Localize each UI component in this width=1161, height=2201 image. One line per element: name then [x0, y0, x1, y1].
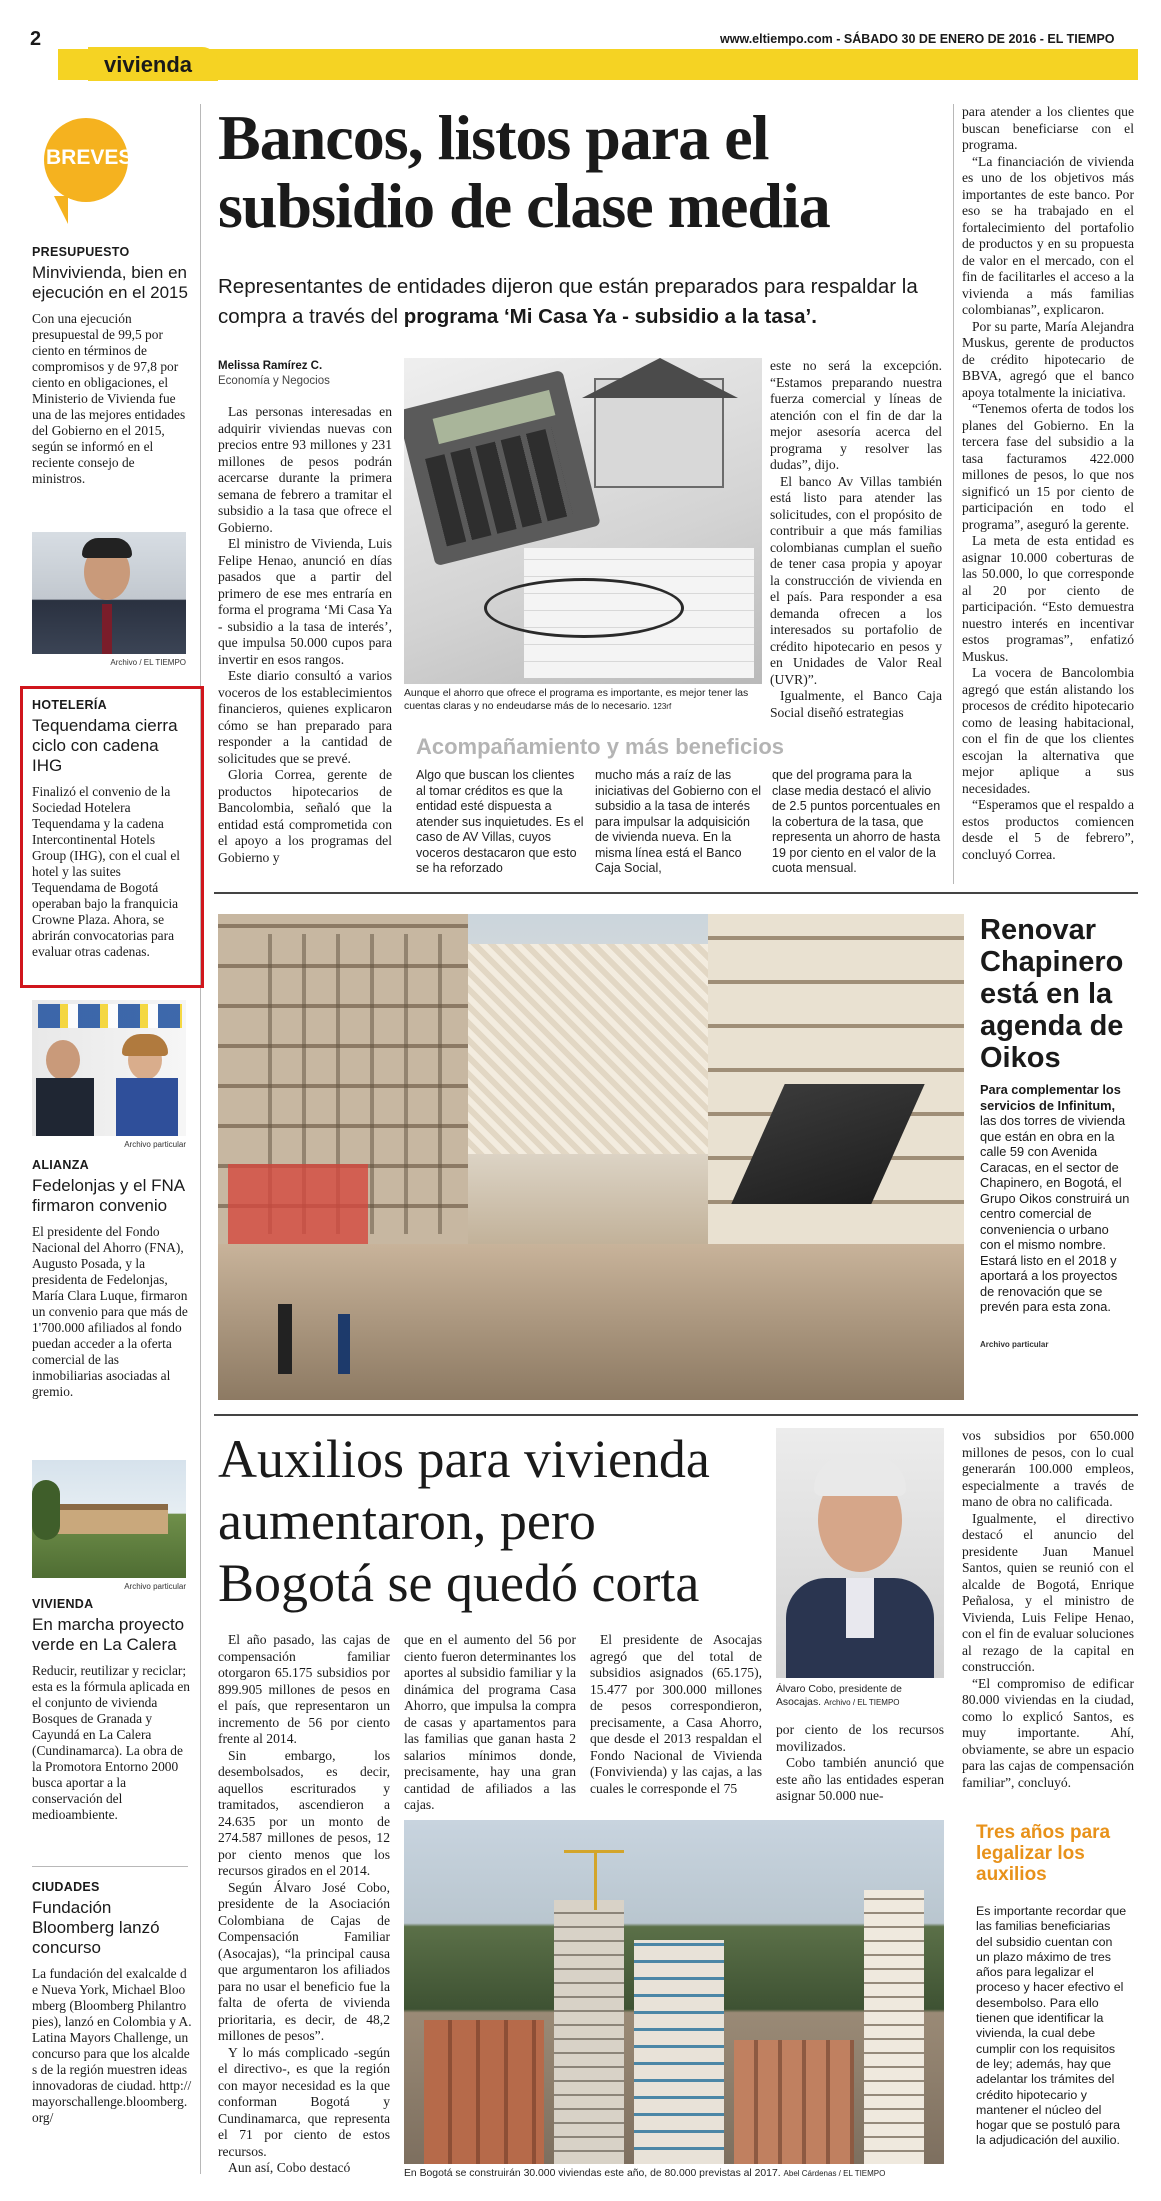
portrait-caption: Álvaro Cobo, presidente de Asocajas. Archivo / EL TIEMPO [776, 1684, 902, 1708]
brief-kicker: ALIANZA [32, 1158, 89, 1172]
brief-vivienda [32, 1597, 192, 1823]
photo-caption: Aunque el ahorro que ofrece el programa es importante, es mejor tener las cuentas claras y no endeudarse más de lo necesario. 123rf [404, 688, 749, 712]
brief-kicker: CIUDADES [32, 1880, 100, 1894]
fna-photo-credit: Archivo particular [124, 1140, 186, 1149]
calera-photo-credit: Archivo particular [124, 1582, 186, 1591]
brief-ciudades [32, 1880, 192, 2126]
brief-title: Minvivienda, bien en ejecución en el 2015 [32, 263, 188, 302]
skyline-credit: Abel Cárdenas / EL TIEMPO [783, 2169, 886, 2178]
auxilios-col-3: El presidente de Asocajas agregó que del total de subsidios asignados (65.175), 15.477 por 300.000 millones de pesos correspondieron, precisamente, a Casa Ahorro, que desde el 2013 respaldan el Fondo Nacional de Vivienda (Fonvivienda) y las cajas, a las cuales le corresponde el 75 [590, 1632, 762, 1796]
chapinero-body: las dos torres de vivienda que están en obra en la calle 59 con Avenida Caracas, en el sector de Chapinero, en Bogotá, el Grupo Oikos construirá un centro comercial de conveniencia o urbano con el mismo nombre. Estará listo en el 2018 y aportará a los proyectos de renovación que se prevén para esta zona. [980, 1113, 1130, 1314]
deck-bold: programa ‘Mi Casa Ya - subsidio a la tasa’. [403, 305, 817, 328]
brief-divider [32, 1866, 188, 1867]
brief-text: Con una ejecución presupuestal de 99,5 por ciento en términos de compromisos y de 97,8 por ciento en obligaciones, el Ministerio de Vivienda fue una de las mejores entidades del Gobierno en el 2015, según se informó en el reciente consejo de ministros. [32, 311, 186, 486]
section-divider [214, 892, 1138, 894]
section-bar [58, 49, 1138, 80]
brief-alianza [32, 1158, 192, 1400]
brief-kicker: PRESUPUESTO [32, 245, 130, 259]
auxilios-headline: Auxilios para vivienda aumentaron, pero Bogotá se quedó corta [218, 1429, 710, 1613]
brief-text: Finalizó el convenio de la Sociedad Hotelera Tequendama y la cadena Intercontinental Hotels Group (IHG), con el cual el hotel y las suites Tequendama de Bogotá operaban bajo la franquicia Crowne Plaza. Ahora, se abrirán convocatorias para evaluar otras cadenas. [32, 784, 180, 959]
auxilios-col-2: que en el aumento del 56 por ciento fueron determinantes los aportes al subsidio familiar y la dinámica del programa Casa Ahorro, que impulsa la compra de casas y apartamentos para las familias que ganan hasta 2 salarios mínimos donde, precisamente, hay una gran cantidad de afiliados a las cajas. [404, 1632, 576, 1812]
mall-rendering-photo [218, 914, 964, 1400]
brief-title: Fedelonjas y el FNA firmaron convenio [32, 1176, 185, 1215]
brief-text: La fundación del exalcalde de Nueva York, Michael Bloomberg (Bloomberg Philantropies), lanzó en Colombia y A. Latina Mayors Challenge, un concurso para que los alcaldes de la región muestren ideas innovadoras de ciudad. http://mayorschallenge.bloomberg.org/ [32, 1966, 192, 2125]
sidebar-rule [200, 104, 201, 2174]
auxilios-col-4: por ciento de los recursos movilizados. Cobo también anunció que este año las entidades esperan asignar 50.000 nue- [776, 1722, 944, 1803]
brief-title: En marcha proyecto verde en La Calera [32, 1615, 185, 1654]
main-col-1: Las personas interesadas en adquirir viviendas nuevas con precios entre 93 millones y 231 millones de pesos podrán acercarse durante la primera semana de febrero a tramitar el subsidio a la tasa que ofrece el Gobierno. El ministro de Vivienda, Luis Felipe Henao, anunció en días pasados que a partir del primero de ese mes entraría en forma el programa ‘Mi Casa Ya - subsidio a la tasa de interés’, que impulsa 50.000 cupos para invertir en esos rangos. Este diario consultó a varios voceros de los establecimientos financieros, quienes explicaron cómo se han preparado para responder a la cantidad de solicitudes que se prevé. Gloria Correa, gerente de productos hipotecarios de Bancolombia, señaló que la entidad está comprometida con el apoyo a los programas del Gobierno y [218, 404, 392, 865]
bogota-skyline-photo [404, 1820, 944, 2164]
brief-kicker: HOTELERÍA [32, 698, 107, 712]
photo-credit: 123rf [652, 701, 672, 711]
sidebar-text: Es importante recordar que las familias beneficiarias del subsidio cuentan con un plazo máximo de tres años para legalizar el proceso y hacer efectivo el desembolso. Para ello tienen que identificar la vivienda, la cual debe cumplir con los requisitos de ley; además, hay que adelantar los trámites del crédito hipotecario y mantener el núcleo del hogar que se postuló para la adjudicación del auxilio. [976, 1904, 1127, 2148]
cobo-portrait-photo [776, 1428, 944, 1678]
fna-photo [32, 1000, 186, 1136]
page-number: 2 [30, 28, 42, 50]
deck-text: Representantes de entidades dijeron que están preparados para respaldar la compra a través del [218, 275, 918, 328]
breves-badge-tail [54, 196, 68, 224]
chapinero-text [980, 1082, 1130, 1315]
chapinero-lead: Para complementar los servicios de Infinitum, [980, 1082, 1121, 1113]
brief-kicker: VIVIENDA [32, 1597, 94, 1611]
sidebar-title: Tres años para legalizar los auxilios [976, 1822, 1111, 1885]
minister-photo-credit: Archivo / EL TIEMPO [110, 658, 186, 667]
column-rule [953, 104, 954, 884]
main-col-3: para atender a los clientes que buscan beneficiarse con el programa. “La financiación de vivienda es uno de los objetivos más importantes de este banco. Por eso se ha trabajado en el fortalecimiento del portafolio de productos y en su propuesta de valor en el mercado, con el fin de facilitarles el acceso a la vivienda a más familias colombianas”, explicaron. Por su parte, María Alejandra Muskus, gerente de productos de crédito hipotecario de BBVA, agregó que el banco apoya totalmente la iniciativa. “Tenemos oferta de todos los planes del Gobierno. En la tercera fase del subsidio a la tasa facturamos 422.000 millones de pesos, lo que nos significó un 15 por ciento de participación en todo el programa”, aseguró la gerente. La meta de esta entidad es asignar 10.000 coberturas de las 50.000, lo que corresponde al 20 por ciento de participación. “Esto demuestra nuestro interés en incentivar estos programas”, enfatizó Muskus. La vocera de Bancolombia agregó que están alistando los procesos de crédito hipotecario como de leasing habitacional, con el fin de que los clientes escojan la alternativa que mejor aplique a sus necesidades. “Esperamos que el respaldo a estos productos comiencen desde el 5 de febrero”, concluyó Correa. [962, 104, 1134, 862]
minister-photo [32, 532, 186, 654]
brief-hoteleria [32, 698, 192, 960]
brief-text: Reducir, reutilizar y reciclar; esta es la fórmula aplicada en el conjunto de vivienda Bosques de Granada y Cayundá en La Calera (Cundinamarca). La obra de la Promotora Entorno 2000 busca aportar a la conservación del medioambiente. [32, 1663, 191, 1822]
box-title: Acompañamiento y más beneficios [416, 734, 784, 759]
box-col-1: Algo que buscan los clientes al tomar créditos es que la entidad esté dispuesta a atender sus inquietudes. Es el caso de AV Villas, cuyos voceros destacaron que esto se ha reforzado [416, 768, 584, 875]
calculator-house-photo [404, 358, 762, 684]
brief-presupuesto [32, 245, 190, 487]
box-col-3: que del programa para la clase media destacó el alivio de 2.5 puntos porcentuales en la cobertura de la tasa, que representa un ahorro de hasta 19 por ciento en el valor de la cuota mensual. [772, 768, 941, 875]
brief-text: El presidente del Fondo Nacional del Ahorro (FNA), Augusto Posada, y la presidenta de Fedelonjas, María Clara Luque, firmaron un convenio para que más de 1'700.000 afiliados al fondo puedan acceder a la oferta comercial de las inmobiliarias asociadas al gremio. [32, 1224, 188, 1399]
section-divider [214, 1414, 1138, 1416]
main-headline: Bancos, listos para el subsidio de clase media [218, 102, 830, 241]
main-col-2: este no será la excepción. “Estamos preparando nuestra fuerza comercial y líneas de atención con el fin de dar la mejor asesoría acerca del programa y resolver las dudas”, dijo. El banco Av Villas también está listo para atender las solicitudes, con el propósito de contribuir a que más familias colombianas cumplan el sueño de tener casa propia y apoyar la construcción de vivienda en el país. Para responder a esa demanda ofrecen a los interesados su portafolio de crédito hipotecario en pesos y en Unidades de Valor Real (UVR)”. Igualmente, el Banco Caja Social diseñó estrategias [770, 358, 942, 720]
date-line: www.eltiempo.com - SÁBADO 30 DE ENERO DE 2016 - EL TIEMPO [720, 32, 1115, 46]
main-deck [218, 272, 938, 332]
auxilios-col-1: El año pasado, las cajas de compensación familiar otorgaron 65.175 subsidios por 899.905 millones de pesos en el país, que representaron un incremento de 56 por ciento frente al 2014. Sin embargo, los desembolsados, es decir, aquellos escriturados y tramitados, ascendieron a 24.635 por un monto de 274.587 millones de pesos, 12 por ciento menos que los recursos girados en el 2014. Según Álvaro José Cobo, presidente de la Asociación Colombiana de Cajas de Compensación Familiar (Asocajas), “la principal causa que argumentaron los afiliados para no usar el beneficio fue la falta de oferta de vivienda prioritaria, es decir, de 48,2 millones de pesos”. Y lo más complicado -según el directivo-, es que la región con mayor necesidad es la que conforman Bogotá y Cundinamarca, que representa el 71 por ciento de estos recursos. Aun así, Cobo destacó [218, 1632, 390, 2175]
skyline-caption: En Bogotá se construirán 30.000 viviendas este año, de 80.000 previstas al 2017. Abel Cárdenas / EL TIEMPO [404, 2168, 886, 2179]
breves-badge-label: BREVES [46, 146, 133, 169]
box-col-2: mucho más a raíz de las iniciativas del Gobierno con el subsidio a la tasa de interés para impulsar la adquisición de vivienda nueva. En la misma línea está el Banco Caja Social, [595, 768, 762, 875]
brief-title: Fundación Bloomberg lanzó concurso [32, 1898, 160, 1957]
brief-title: Tequendama cierra ciclo con cadena IHG [32, 716, 178, 775]
chapinero-credit: Archivo particular [980, 1340, 1049, 1349]
portrait-credit: Archivo / EL TIEMPO [823, 1697, 900, 1707]
author-section: Economía y Negocios [218, 375, 330, 387]
author-name: Melissa Ramírez C. [218, 360, 323, 372]
calera-photo [32, 1460, 186, 1578]
section-name: vivienda [104, 52, 193, 77]
auxilios-col-5: vos subsidios por 650.000 millones de pesos, con lo cual generarán 100.000 empleos, especialmente a través de mano de obra no calificada. Igualmente, el directivo destacó el anuncio del presidente Juan Manuel Santos, quien se reunió con el alcalde de Bogotá, Enrique Peñalosa, y el ministro de Vivienda, Luis Felipe Henao, con el fin de evaluar soluciones al rezago de la capital en construcción. “El compromiso de edificar 80.000 viviendas en la ciudad, como lo explicó Santos, es muy importante. Ahí, obviamente, se abre un espacio para las cajas de compensación familiar”, concluyó. [962, 1428, 1134, 1790]
chapinero-headline: Renovar Chapinero está en la agenda de Oikos [980, 914, 1124, 1074]
